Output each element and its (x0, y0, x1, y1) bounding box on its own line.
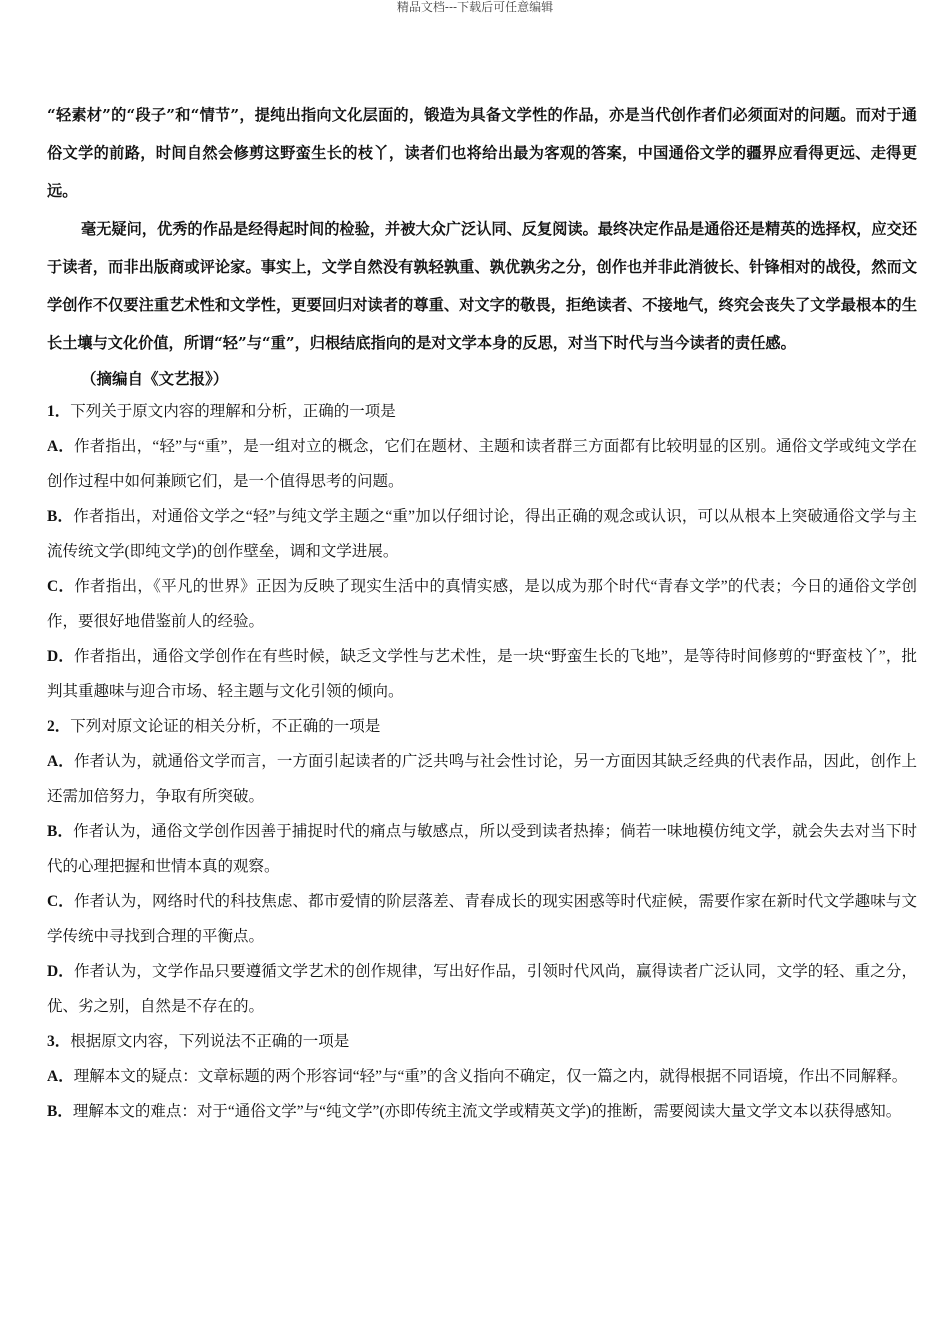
option-c (47, 569, 917, 639)
question-stem (47, 394, 917, 429)
option-label: A． (47, 1068, 74, 1085)
document-body (47, 96, 917, 1129)
option-a (47, 429, 917, 499)
question-number: 3． (47, 1033, 71, 1050)
question-stem (47, 1024, 917, 1059)
option-b (47, 1094, 917, 1129)
question-text: 根据原文内容，下列说法不正确的一项是 (70, 1033, 350, 1050)
option-text: 作者认为，文学作品只要遵循文学艺术的创作规律，写出好作品，引领时代风尚，赢得读者广泛认同，文学的轻、重之分，优、劣之别，自然是不存在的。 (47, 963, 917, 1015)
option-a (47, 1059, 917, 1094)
option-d (47, 954, 917, 1024)
option-label: B． (47, 508, 74, 525)
option-label: C． (47, 893, 74, 910)
option-label: B． (47, 823, 74, 840)
option-label: D． (47, 648, 75, 665)
option-text: 作者认为，就通俗文学而言，一方面引起读者的广泛共鸣与社会性讨论，另一方面因其缺乏经典的代表作品，因此，创作上还需加倍努力，争取有所突破。 (47, 753, 917, 805)
option-b (47, 499, 917, 569)
question-text: 下列对原文论证的相关分析，不正确的一项是 (70, 718, 381, 735)
option-text: 作者指出，对通俗文学之“轻”与纯文学主题之“重”加以仔细讨论，得出正确的观念或认识，可以从根本上突破通俗文学与主流传统文学(即纯文学)的创作壁垒，调和文学进展。 (47, 508, 917, 560)
option-text: 理解本文的难点：对于“通俗文学”与“纯文学”(亦即传统主流文学或精英文学)的推断，需要阅读大量文学文本以获得感知。 (72, 1103, 902, 1120)
question-number: 1． (47, 403, 71, 420)
option-text: 作者认为，网络时代的科技焦虑、都市爱情的阶层落差、青春成长的现实困惑等时代症候，需要作家在新时代文学趣味与文学传统中寻找到合理的平衡点。 (47, 893, 917, 945)
option-label: A． (47, 753, 74, 770)
option-text: 作者指出，通俗文学创作在有些时候，缺乏文学性与艺术性，是一块“野蛮生长的飞地”，是等待时间修剪的“野蛮枝丫”，批判其重趣味与迎合市场、轻主题与文化引领的倾向。 (47, 648, 917, 700)
question-text: 下列关于原文内容的理解和分析，正确的一项是 (70, 403, 396, 420)
option-b (47, 814, 917, 884)
option-label: C． (47, 578, 75, 595)
question-3 (47, 1024, 917, 1129)
question-stem (47, 709, 917, 744)
option-label: D． (47, 963, 74, 980)
question-number: 2． (47, 718, 71, 735)
option-text: 作者认为，通俗文学创作因善于捕捉时代的痛点与敏感点，所以受到读者热捧；倘若一味地模仿纯文学，就会失去对当下时代的心理把握和世情本真的观察。 (47, 823, 917, 875)
option-d (47, 639, 917, 709)
option-c (47, 884, 917, 954)
paragraph: “轻素材”的“段子”和“情节”，提纯出指向文化层面的，锻造为具备文学性的作品，亦是当代创作者们必须面对的问题。而对于通俗文学的前路，时间自然会修剪这野蛮生长的枝丫，读者们也将给出最为客观的答案，中国通俗文学的疆界应看得更远、走得更远。 (47, 106, 917, 200)
question-2 (47, 709, 917, 1024)
option-a (47, 744, 917, 814)
page-header: 精品文档---下载后可任意编辑 (396, 0, 554, 14)
source-citation: （摘编自《文艺报》） (81, 369, 229, 388)
option-text: 作者指出，“轻”与“重”，是一组对立的概念，它们在题材、主题和读者群三方面都有比较明显的区别。通俗文学或纯文学在创作过程中如何兼顾它们，是一个值得思考的问题。 (47, 438, 917, 490)
option-label: A． (47, 438, 75, 455)
question-1 (47, 394, 917, 709)
option-label: B． (47, 1103, 73, 1120)
option-text: 作者指出，《平凡的世界》正因为反映了现实生活中的真情实感，是以成为那个时代“青春文学”的代表；今日的通俗文学创作，要很好地借鉴前人的经验。 (47, 578, 917, 630)
option-text: 理解本文的疑点：文章标题的两个形容词“轻”与“重”的含义指向不确定，仅一篇之内，就得根据不同语境，作出不同解释。 (73, 1068, 908, 1085)
paragraph: 毫无疑问，优秀的作品是经得起时间的检验，并被大众广泛认同、反复阅读。最终决定作品是通俗还是精英的选择权，应交还于读者，而非出版商或评论家。事实上，文学自然没有孰轻孰重、孰优孰劣之分，创作也并非此消彼长、针锋相对的战役，然而文学创作不仅要注重艺术性和文学性，更要回归对读者的尊重、对文字的敬畏，拒绝读者、不接地气，终究会丧失了文学最根本的生长土壤与文化价值，所谓“轻”与“重”，归根结底指向的是对文学本身的反思，对当下时代与当今读者的责任感。 (47, 220, 917, 352)
